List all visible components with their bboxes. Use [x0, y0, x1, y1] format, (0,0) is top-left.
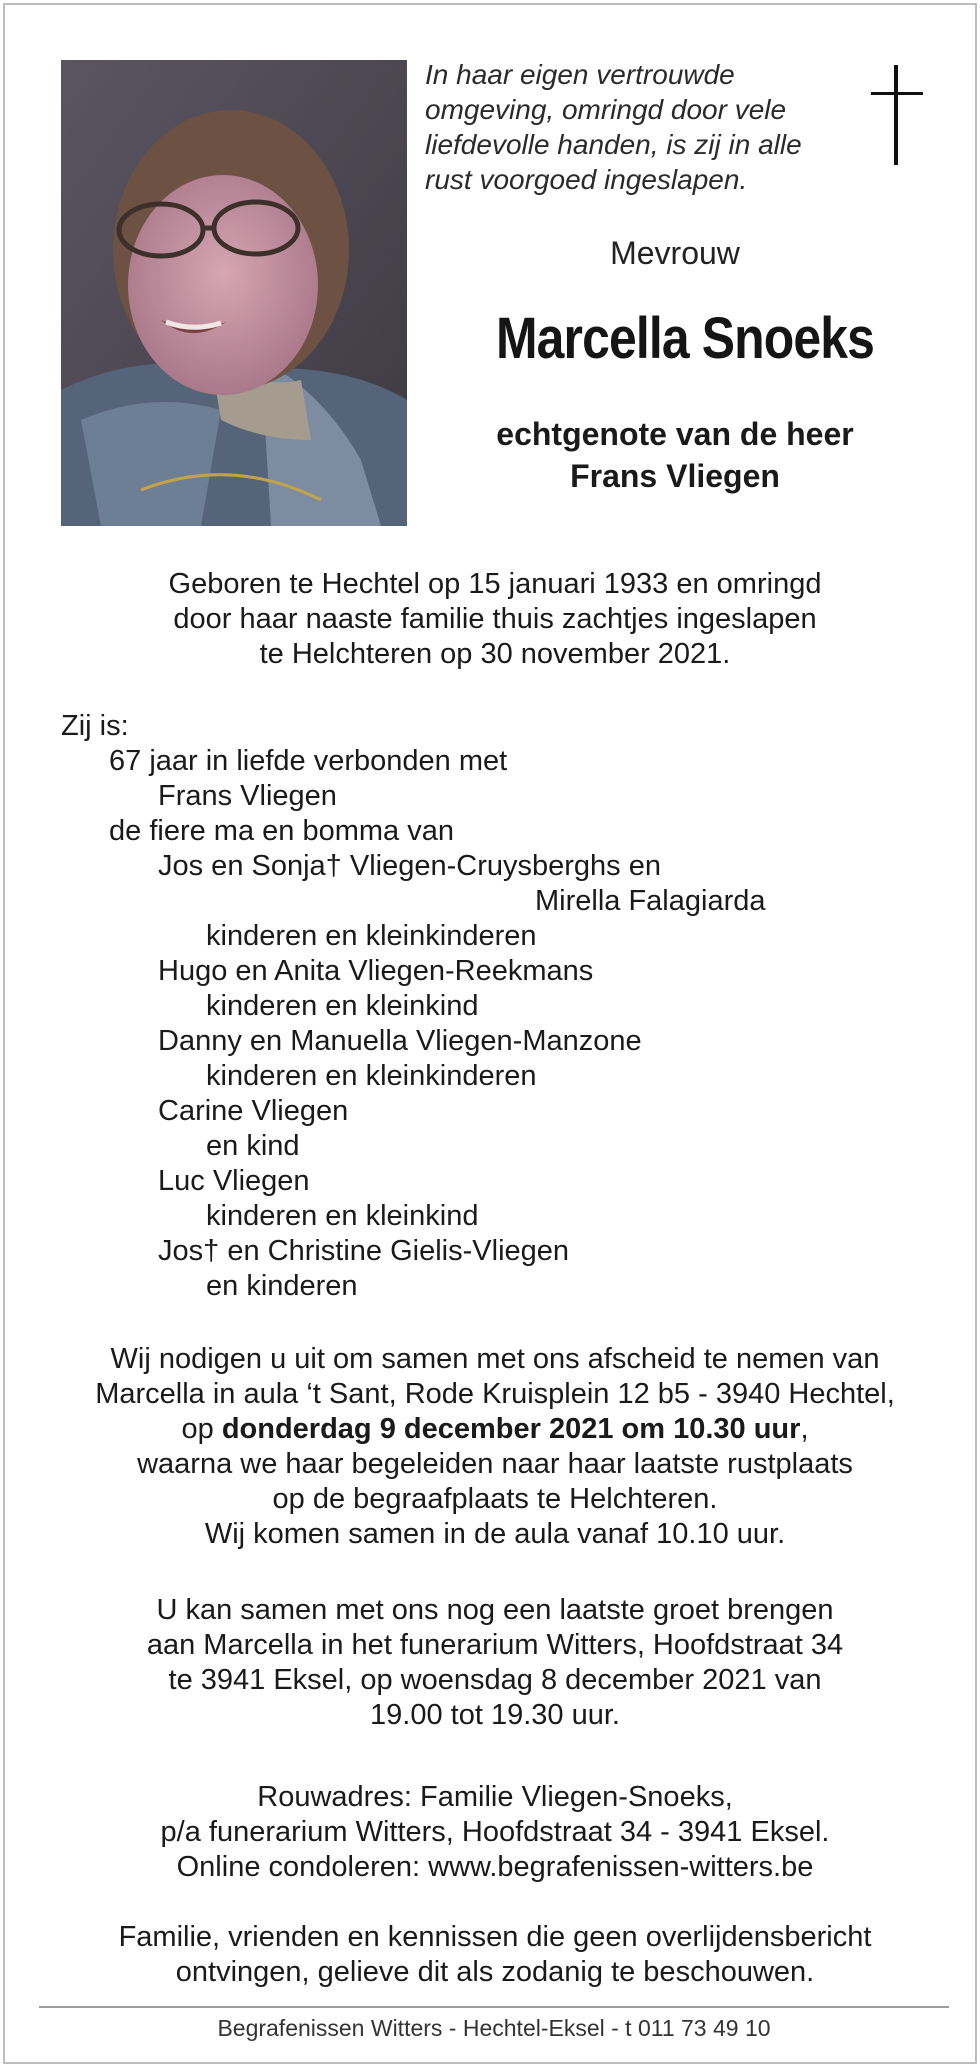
funeral-invitation: [45, 1342, 945, 1552]
family-line: Frans Vliegen: [158, 780, 337, 812]
family-line: 67 jaar in liefde verbonden met: [109, 745, 508, 777]
funeral-date-time: donderdag 9 december 2021 om 10.30 uur: [221, 1413, 801, 1445]
closing-note: [45, 1920, 945, 1990]
invite-line: op de begraafplaats te Helchteren.: [272, 1483, 718, 1515]
family-line: Carine Vliegen: [158, 1095, 349, 1127]
mourning-address: [45, 1780, 945, 1885]
visit-line: U kan samen met ons nog een laatste groet brengen: [156, 1594, 834, 1626]
family-line: en kind: [206, 1130, 300, 1162]
family-line: Jos† en Christine Gielis-Vliegen: [158, 1235, 570, 1267]
address-line: Online condoleren: www.begrafenissen-witters.be: [176, 1851, 814, 1883]
cross-icon: [867, 65, 927, 165]
funeral-home-footer: Begrafenissen Witters - Hechtel-Eksel - t 011 73 49 10: [217, 2015, 771, 2041]
invite-suffix: ,: [800, 1413, 809, 1445]
visit-line: aan Marcella in het funerarium Witters, Hoofdstraat 34: [146, 1629, 844, 1661]
opening-quote: [425, 57, 845, 197]
family-line: kinderen en kleinkind: [206, 1200, 479, 1232]
obituary-card: [3, 3, 977, 2064]
family-line: kinderen en kleinkinderen: [206, 1060, 537, 1092]
birth-line: door haar naaste familie thuis zachtjes ingeslapen: [173, 603, 817, 635]
address-line: Rouwadres: Familie Vliegen-Snoeks,: [257, 1781, 733, 1813]
birth-line: te Helchteren op 30 november 2021.: [259, 638, 731, 670]
honorific: Mevrouw: [610, 235, 740, 271]
invite-line: waarna we haar begeleiden naar haar laatste rustplaats: [137, 1448, 853, 1480]
deceased-name: Marcella Snoeks: [495, 306, 875, 371]
family-line: Mirella Falagiarda: [535, 885, 766, 917]
family-line: Luc Vliegen: [158, 1165, 310, 1197]
footer-divider: [39, 2006, 949, 2008]
family-line: Zij is:: [61, 710, 129, 742]
address-line: p/a funerarium Witters, Hoofdstraat 34 - 3941 Eksel.: [160, 1816, 830, 1848]
family-line: en kinderen: [206, 1270, 358, 1302]
birth-info: [45, 567, 945, 672]
family-line: kinderen en kleinkind: [206, 990, 479, 1022]
visitation-info: [45, 1593, 945, 1733]
spouse-info: [425, 413, 925, 497]
spouse-name: Frans Vliegen: [570, 458, 780, 494]
family-list: [61, 709, 941, 1304]
family-line: kinderen en kleinkinderen: [206, 920, 537, 952]
invite-line: Wij komen samen in de aula vanaf 10.10 uur.: [204, 1518, 786, 1550]
quote-line: omgeving, omringd door vele: [425, 94, 787, 125]
quote-line: In haar eigen vertrouwde: [425, 59, 735, 90]
closing-line: ontvingen, gelieve dit als zodanig te beschouwen.: [175, 1956, 815, 1988]
visit-line: 19.00 tot 19.30 uur.: [370, 1699, 620, 1731]
birth-line: Geboren te Hechtel op 15 januari 1933 en omringd: [168, 568, 822, 600]
portrait-photo: [61, 60, 407, 526]
invite-line: Marcella in aula ‘t Sant, Rode Kruisplein 12 b5 - 3940 Hechtel,: [95, 1378, 895, 1410]
family-line: de fiere ma en bomma van: [109, 815, 454, 847]
spouse-line: echtgenote van de heer: [496, 416, 854, 452]
family-line: Hugo en Anita Vliegen-Reekmans: [158, 955, 594, 987]
visit-line: te 3941 Eksel, op woensdag 8 december 2021 van: [168, 1664, 822, 1696]
family-line: Danny en Manuella Vliegen-Manzone: [158, 1025, 642, 1057]
quote-line: rust voorgoed ingeslapen.: [425, 164, 748, 195]
invite-line: Wij nodigen u uit om samen met ons afscheid te nemen van: [110, 1343, 880, 1375]
quote-line: liefdevolle handen, is zij in alle: [425, 129, 802, 160]
family-line: Jos en Sonja† Vliegen-Cruysberghs en: [158, 850, 661, 882]
closing-line: Familie, vrienden en kennissen die geen overlijdensbericht: [118, 1921, 872, 1953]
invite-line: [45, 1412, 945, 1447]
invite-prefix: op: [181, 1413, 222, 1445]
